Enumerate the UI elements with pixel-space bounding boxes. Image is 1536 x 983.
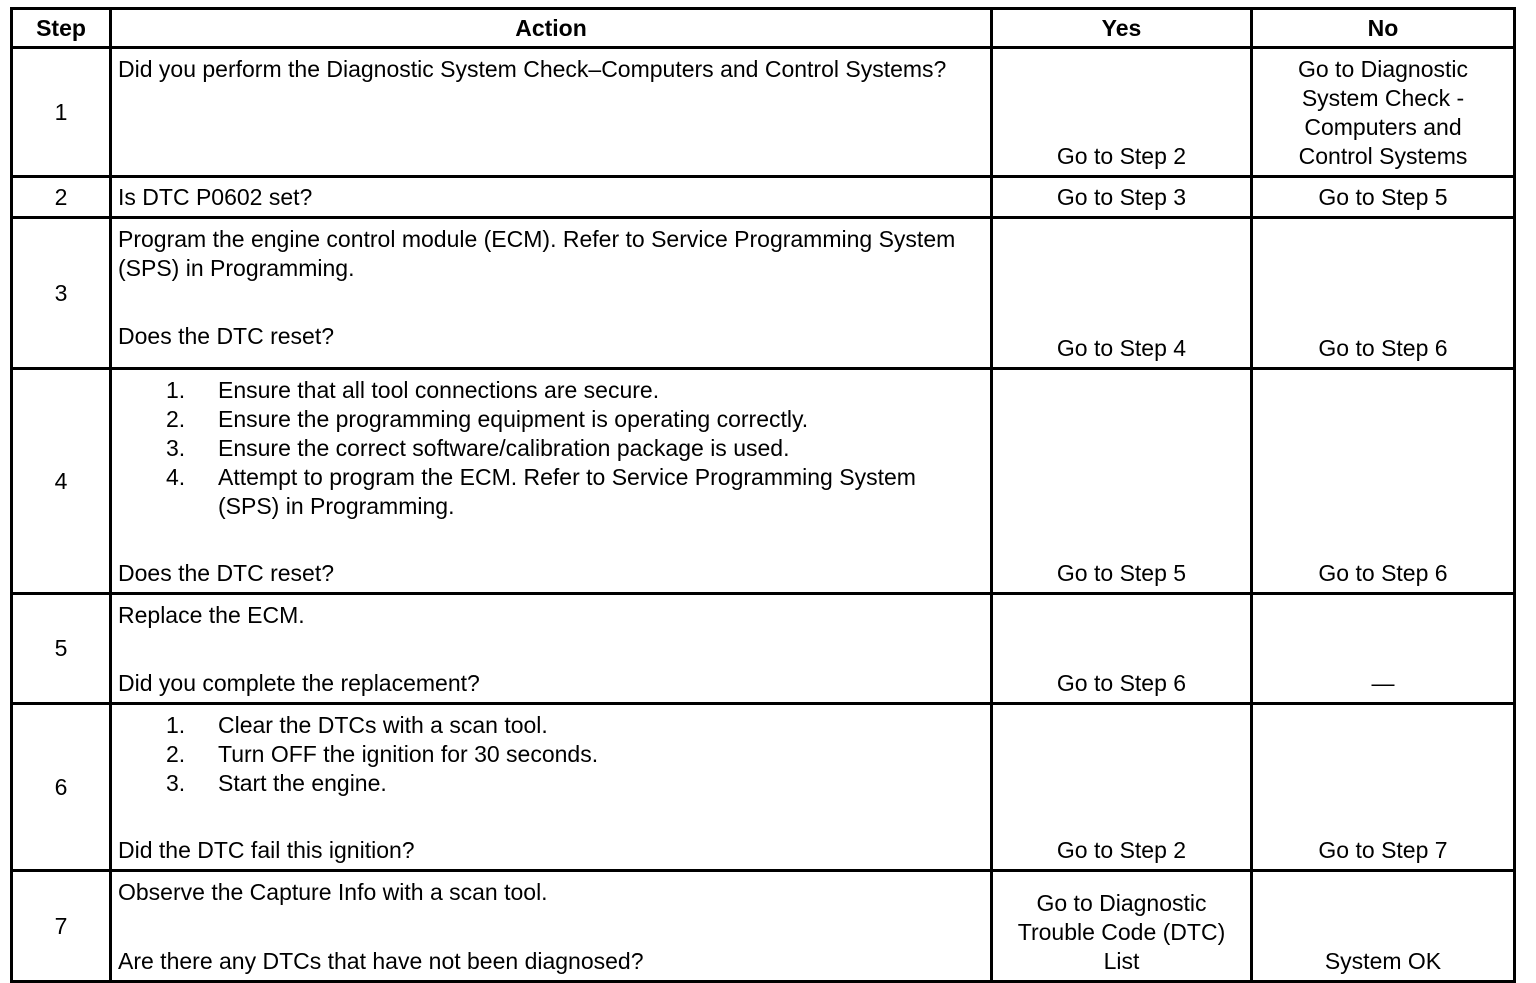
table-row	[12, 594, 1515, 704]
no-cell: System OK	[1252, 871, 1515, 982]
no-cell: Go to Diagnostic System Check - Computers and Control Systems	[1252, 48, 1515, 177]
substep-item: 2. Turn OFF the ignition for 30 seconds.	[166, 741, 599, 767]
action-cell	[111, 177, 992, 218]
substep-item: 3. Start the engine.	[166, 770, 387, 796]
table-row	[12, 704, 1515, 871]
action-cell	[111, 871, 992, 982]
table-row	[12, 218, 1515, 369]
action-question: Does the DTC reset?	[118, 323, 335, 349]
table-row	[12, 48, 1515, 177]
substep-item: 1. Ensure that all tool connections are secure.	[166, 377, 660, 403]
substep-item: 4. Attempt to program the ECM. Refer to Service Programming System (SPS) in Programming.	[166, 464, 916, 519]
no-cell: Go to Step 7	[1252, 704, 1515, 871]
step-number: 4	[12, 369, 111, 594]
step-number: 5	[12, 594, 111, 704]
header-row	[12, 9, 1515, 48]
action-text: Observe the Capture Info with a scan tool.	[118, 879, 548, 905]
yes-cell: Go to Diagnostic Trouble Code (DTC) List	[992, 871, 1252, 982]
no-cell: Go to Step 6	[1252, 369, 1515, 594]
action-cell	[111, 48, 992, 177]
header-yes: Yes	[992, 9, 1252, 48]
action-text: Program the engine control module (ECM). Refer to Service Programming System (SPS) in Programming.	[118, 226, 956, 281]
yes-cell: Go to Step 3	[992, 177, 1252, 218]
action-question: Does the DTC reset?	[118, 560, 335, 586]
table-row	[12, 177, 1515, 218]
action-cell	[111, 369, 992, 594]
substep-list	[118, 711, 982, 798]
yes-cell: Go to Step 2	[992, 48, 1252, 177]
step-number: 6	[12, 704, 111, 871]
header-action: Action	[111, 9, 992, 48]
substep-item: 2. Ensure the programming equipment is operating correctly.	[166, 406, 809, 432]
action-text: Replace the ECM.	[118, 602, 305, 628]
no-cell: Go to Step 6	[1252, 218, 1515, 369]
step-number: 1	[12, 48, 111, 177]
table-row	[12, 369, 1515, 594]
yes-cell: Go to Step 6	[992, 594, 1252, 704]
step-number: 7	[12, 871, 111, 982]
action-question: Are there any DTCs that have not been diagnosed?	[118, 948, 644, 974]
yes-cell: Go to Step 2	[992, 704, 1252, 871]
step-number: 3	[12, 218, 111, 369]
action-question: Did the DTC fail this ignition?	[118, 837, 415, 863]
action-cell	[111, 704, 992, 871]
substep-list	[118, 376, 982, 521]
action-cell	[111, 594, 992, 704]
header-no: No	[1252, 9, 1515, 48]
action-question: Did you complete the replacement?	[118, 670, 480, 696]
step-number: 2	[12, 177, 111, 218]
diagnostic-table	[10, 7, 1516, 983]
no-cell: Go to Step 5	[1252, 177, 1515, 218]
substep-item: 1. Clear the DTCs with a scan tool.	[166, 712, 548, 738]
header-step: Step	[12, 9, 111, 48]
substep-item: 3. Ensure the correct software/calibration package is used.	[166, 435, 790, 461]
yes-cell: Go to Step 5	[992, 369, 1252, 594]
yes-cell: Go to Step 4	[992, 218, 1252, 369]
action-text: Did you perform the Diagnostic System Check–Computers and Control Systems?	[118, 56, 947, 82]
action-cell	[111, 218, 992, 369]
table-row	[12, 871, 1515, 982]
action-text: Is DTC P0602 set?	[118, 183, 313, 210]
no-cell: —	[1252, 594, 1515, 704]
